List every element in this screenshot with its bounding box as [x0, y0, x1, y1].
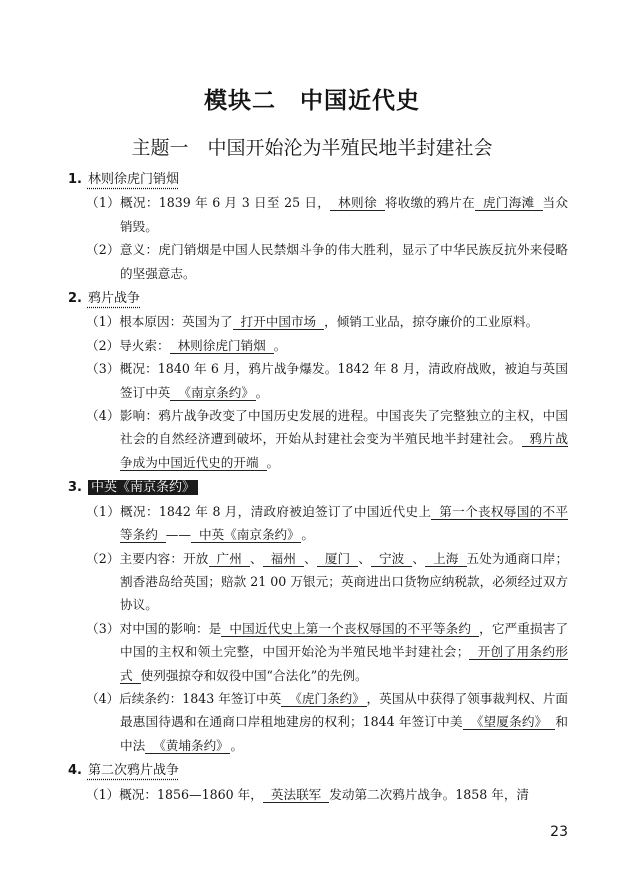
list-item	[68, 238, 568, 285]
item-index: （4）	[86, 408, 120, 424]
item-text: 将收缴的鸦片在	[384, 195, 476, 211]
answer-blank: 《南京条约》	[170, 385, 255, 401]
section-heading	[68, 287, 568, 310]
answer-blank: 林则徐虎门销烟	[170, 338, 274, 354]
answer-blank: 中国近代史上第一个丧权辱国的不平等条约	[221, 621, 479, 637]
item-text: 。	[273, 337, 287, 353]
list-item	[68, 334, 568, 357]
item-text: 使列强掠夺和奴役中国“合法化”的先例。	[140, 667, 368, 683]
answer-blank: 开创了用条约形式	[120, 644, 569, 683]
answer-blank: 中英《南京条约》	[191, 527, 301, 543]
item-text: ：开放	[170, 550, 209, 566]
list-item	[68, 783, 568, 806]
item-text: ：1856—1860 年，	[144, 786, 263, 802]
list-item	[68, 617, 568, 687]
item-text: ：鸦片战争改变了中国历史发展的进程。中国丧失了完整独立的主权，中国社会的自然经济遭到破坏，开始从封建社会变为半殖民地半封建社会。	[120, 408, 569, 447]
item-text: 、	[358, 550, 371, 566]
item-index: （1）	[86, 314, 120, 330]
item-text: ：	[156, 337, 170, 353]
item-text: ：1842 年 8 月，清政府被迫签订了中国近代史上	[145, 503, 432, 519]
item-label: 概况	[120, 503, 146, 519]
item-index: （3）	[86, 361, 120, 377]
list-item	[68, 310, 568, 333]
answer-blank: 广州	[209, 551, 250, 567]
module-title: 模块二 中国近代史	[204, 87, 420, 114]
item-label: 导火索	[119, 337, 157, 353]
item-index: （2）	[86, 242, 120, 258]
item-text: ：1839 年 6 月 3 日至 25 日，	[145, 195, 331, 211]
item-text: ，它严重损害了中国的主权和领土完整，中国开始沦为半殖民地半封建社会；	[120, 620, 569, 660]
item-text: 。	[301, 527, 315, 543]
item-index: （2）	[86, 337, 120, 353]
item-text: 发动第二次鸦片战争。1858 年，清	[329, 786, 530, 802]
section-1	[68, 168, 568, 285]
list-item	[68, 404, 568, 474]
answer-blank: 《黄埔条约》	[145, 738, 230, 754]
item-index: （1）	[86, 786, 120, 802]
list-item	[68, 500, 568, 547]
item-label: 概况	[119, 361, 146, 377]
section-title-highlighted: 中英《南京条约》	[88, 480, 198, 495]
item-index: （3）	[86, 620, 120, 636]
section-title: 林则徐虎门销烟	[87, 172, 179, 187]
item-text: 、	[412, 550, 426, 566]
item-index: （1）	[86, 195, 121, 211]
item-text: 五处为通商口岸；割香港岛给英国；赔款 21 00 万银元；英商进出口货物应纳税款，必须经过双方协议。	[120, 550, 569, 613]
item-text: 。	[255, 384, 269, 400]
item-text: ：英国为了	[169, 314, 233, 330]
answer-blank: 《望厦条约》	[463, 714, 556, 730]
item-label: 意义	[119, 242, 146, 258]
answer-blank: 虎门海滩	[475, 195, 543, 211]
item-index: （1）	[86, 503, 121, 519]
section-number: 2.	[68, 291, 82, 307]
item-index: （4）	[86, 690, 120, 706]
item-text: ：1843 年签订中英	[169, 690, 282, 706]
item-text: ：虎门销烟是中国人民禁烟斗争的伟大胜利，显示了中华民族反抗外来侵略的坚强意志。	[120, 242, 569, 281]
item-label: 概况	[119, 786, 145, 802]
item-label: 对中国的影响	[119, 620, 196, 636]
list-item	[68, 547, 568, 617]
section-heading	[68, 759, 568, 782]
item-label: 概况	[120, 195, 146, 211]
section-number: 4.	[68, 763, 82, 779]
section-title: 第二次鸦片战争	[87, 763, 179, 779]
answer-blank: 打开中国市场	[233, 314, 325, 330]
section-number: 3.	[68, 480, 82, 496]
item-label: 主要内容	[119, 550, 171, 566]
page-number: 23	[550, 824, 568, 840]
section-3	[68, 476, 568, 757]
content	[68, 166, 568, 806]
list-item	[68, 687, 568, 757]
section-title: 鸦片战争	[87, 291, 140, 307]
item-text: ，英国从中获得了领事裁判权、片面最惠国待遇和在通商口岸租地建房的权利；1844 年签订中美	[120, 690, 569, 730]
section-number: 1.	[68, 172, 82, 187]
answer-blank: 上海	[425, 551, 466, 567]
section-2	[68, 287, 568, 474]
list-item	[68, 191, 568, 238]
item-text: 当众销毁。	[120, 195, 569, 234]
answer-blank: 第一个丧权辱国的不平等条约	[120, 503, 569, 543]
section-4	[68, 759, 568, 806]
item-text: ：是	[195, 620, 222, 636]
section-heading	[68, 476, 568, 499]
answer-blank: 《虎门条约》	[281, 691, 366, 707]
answer-blank: 鸦片战争成为中国近代史的开端	[120, 431, 569, 470]
item-text: 。	[230, 737, 244, 753]
item-label: 根本原因	[119, 314, 170, 330]
item-text: ——	[165, 527, 191, 543]
answer-blank: 英法联军	[263, 787, 329, 803]
answer-blank: 宁波	[371, 551, 412, 567]
topic-title: 主题一 中国开始沦为半殖民地半封建社会	[131, 137, 493, 159]
item-label: 影响	[119, 408, 146, 424]
answer-blank: 厦门	[317, 551, 358, 567]
item-text: 。	[266, 454, 280, 470]
item-text: 、	[249, 550, 263, 566]
item-label: 后续条约	[119, 690, 170, 706]
item-index: （2）	[86, 550, 120, 566]
list-item	[68, 357, 568, 404]
section-heading	[68, 168, 568, 191]
item-text: ：1840 年 6 月，鸦片战争爆发。1842 年 8 月，清政府战败，被迫与英国签订中英	[120, 361, 569, 400]
answer-blank: 福州	[263, 551, 304, 567]
item-text: 、	[304, 550, 317, 566]
item-text: 和中法	[120, 714, 568, 753]
item-text: ，倾销工业品，掠夺廉价的工业原料。	[324, 314, 539, 330]
answer-blank: 林则徐	[330, 195, 385, 211]
